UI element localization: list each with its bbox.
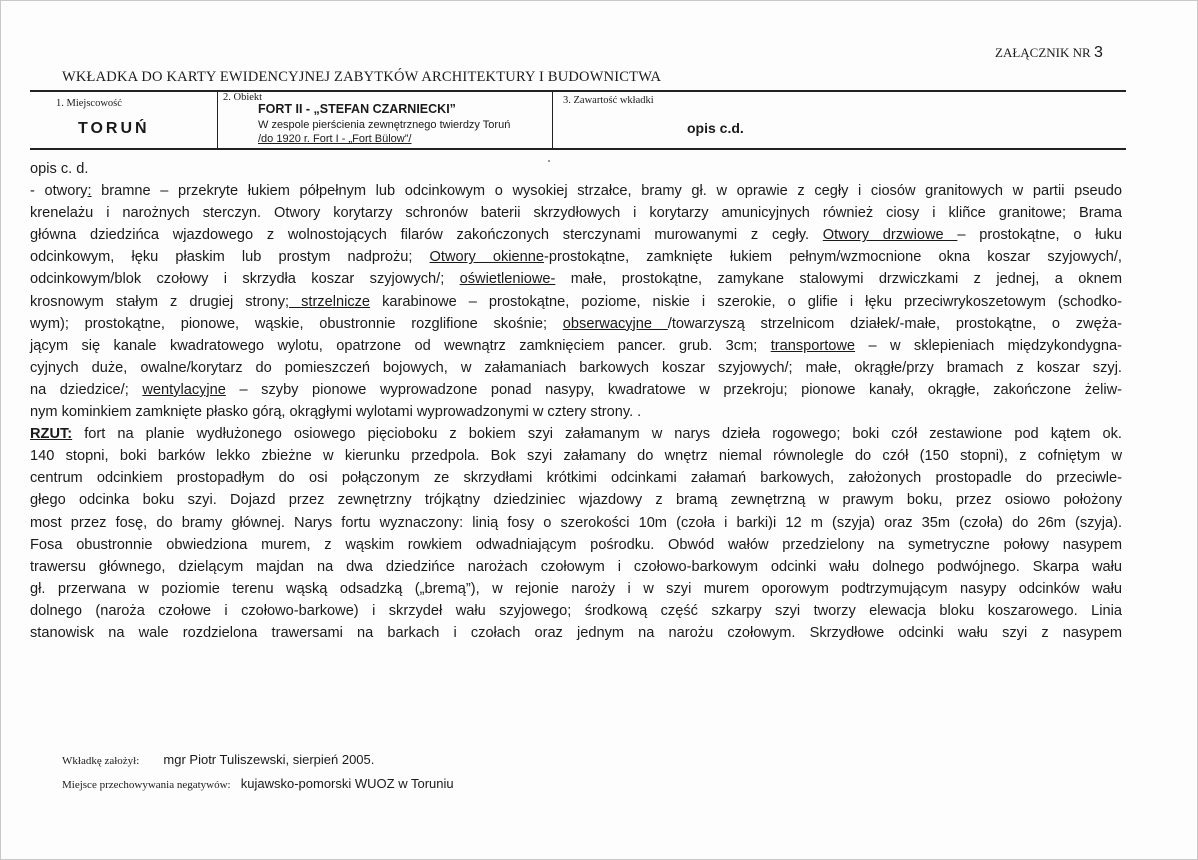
card-title: WKŁADKA DO KARTY EWIDENCYJNEJ ZABYTKÓW ARCHITEKTURY I BUDOWNICTWA xyxy=(62,69,662,85)
body-line xyxy=(30,180,1122,202)
object-subtitle-1: W zespole pierścienia zewnętrznego twierdzy Toruń xyxy=(258,119,511,131)
body-line: stanowisk na wale rozdzielona trawersami na barkach i czołach oraz jednym na narożu czołowym. Skrzydłowe odcinki wału szyi z nasypem xyxy=(30,624,1122,641)
annex-label: ZAŁĄCZNIK NR xyxy=(995,45,1091,60)
body-text-segment: karabinowe – prostokątne, poziome, niskie i szerokie, o glifie i łęku przeciwrykoszetowym (schodko- xyxy=(370,293,1123,310)
underlined-term: : xyxy=(87,183,92,200)
body-text-segment: - otwory xyxy=(30,183,88,200)
underlined-term: RZUT: xyxy=(30,426,73,443)
body-line xyxy=(30,379,1122,401)
body-text-segment: /towarzyszą strzelnicom działek/-małe, prostokątne, o zwęża- xyxy=(667,315,1122,332)
underlined-term: Otwory drzwiowe xyxy=(822,227,958,244)
body-line: nym kominkiem zamknięte płasko górą, okrągłymi wylotami wyprowadzonymi w cztery strony. . xyxy=(30,404,642,421)
body-line xyxy=(30,246,1122,268)
body-line: 140 stopni, boki barków lekko zbieżne w kierunku przedpola. Bok szyi załamany do wnętrz niemal równolegle do czół (150 stopni), z cofniętym w xyxy=(30,448,1122,465)
body-text-segment: krosnowym stałym z drugiej strony xyxy=(30,293,285,310)
body-line: trawersu głównego, dzielącym majdan na dwa dziedzińce narożach czołowym i czołowo-barkowym odcinki wału dolnego podwójnego. Skarpa wału xyxy=(30,558,1122,575)
body-line xyxy=(30,423,1122,445)
underlined-term: oświetleniowe- xyxy=(459,271,556,288)
body-line: dolnego (naroża czołowe i czołowo-barkowe) i skrzydeł wału szyjowego; środkową część szkarpy szyi tworzy elewacja bloku koszarowego. Linia xyxy=(30,602,1122,619)
locality-cell xyxy=(30,92,217,148)
storage-label: Miejsce przechowywania negatywów: xyxy=(62,779,231,791)
body-line xyxy=(30,291,1122,313)
body-text-segment: – szyby pionowe wyprowadzone ponad nasypy, kwadratowe w przekroju; pionowe kanały, okrągłe, zakończone żeliw- xyxy=(225,381,1123,398)
underlined-term: transportowe xyxy=(770,337,856,354)
underlined-term: Otwory okienne xyxy=(429,249,544,266)
underlined-term: wentylacyjne xyxy=(142,381,226,398)
body-line: Fosa obustronnie obwiedziona murem, z wąskim rowkiem odwadniającym pośrodku. Obwód wałów przedzielony na symetryczne połowy nasypem xyxy=(30,536,1122,553)
body-text-segment: – w sklepieniach międzykondygna- xyxy=(855,337,1122,354)
body-text-segment: główna dziedzińca wjazdowego z wolnostojących filarów zakończonych sterczynami murowanymi z cegły. xyxy=(30,227,823,244)
body-line xyxy=(30,224,1122,246)
description-body xyxy=(30,158,1122,644)
body-text-segment: wym); prostokątne, pionowe, wąskie, obustronnie rozglifione skośnie; xyxy=(30,315,563,332)
header-table xyxy=(30,90,1126,150)
locality-label: 1. Miejscowość xyxy=(56,98,122,109)
body-text-segment: odcinkowym/blok czołowy i skrzydła koszar szyjowych/; xyxy=(30,271,460,288)
body-line: most przez fosę, do bramy głównej. Narys fortu wyznaczony: linią fosy o szerokości 10m (czoła i barki)i 12 m (szyja) oraz 35m (czoła) do 26m (szyja). xyxy=(30,514,1122,531)
object-label: 2. Obiekt xyxy=(223,92,263,103)
underlined-term: obserwacyjne xyxy=(562,315,668,332)
contents-cell xyxy=(552,92,1126,148)
contents-label: 3. Zawartość wkładki xyxy=(563,95,654,106)
body-line xyxy=(30,313,1122,335)
object-cell xyxy=(217,92,553,148)
annex-value: 3 xyxy=(1093,44,1103,61)
body-text-segment: fort na planie wydłużonego osiowego pięcioboku z bokiem szyi załamanym w narys dzieła rogowego; boki czół zestawione pod kątem ok. xyxy=(72,426,1122,443)
contents-value: opis c.d. xyxy=(687,120,744,136)
object-subtitle-2: /do 1920 r. Fort I - „Fort Bülow”/ xyxy=(258,133,412,145)
object-name: FORT II - „STEFAN CZARNIECKI” xyxy=(258,102,456,116)
body-line: krenelażu i narożnych sterczyn. Otwory korytarzy schronów baterii skrzydłowych i korytarzy amunicyjnych również ciosy i kliñce granitowe; Brama xyxy=(30,205,1122,222)
body-line xyxy=(30,268,1122,290)
author-value: mgr Piotr Tuliszewski, sierpień 2005. xyxy=(163,752,375,767)
author-label: Wkładkę założył: xyxy=(62,755,140,767)
body-line: głego odcinka boku szyi. Dojazd przez zewnętrzny trójkątny dziedziniec wjazdowy z bramą zewnętrzną w prawym boku, przez osiowo położony xyxy=(30,492,1122,509)
body-line: centrum odcinkiem prostopadłym do osi połączonym ze skrzydłami krótkimi odcinkami załamań barkowych, założonych prostopadle do przeciwle- xyxy=(30,470,1122,487)
body-line: gł. przerwana w poziomie terenu wąską odsadzką („bremą”), w rejonie naroży i w szyi murem oporowym podtrzymującym nasypy odcinków wału xyxy=(30,580,1122,597)
body-text-segment: małe, prostokątne, zamykane stalowymi drzwiczkami z jednej, a oknem xyxy=(555,271,1122,288)
body-line: cyjnych duże, owalne/korytarz do pomieszczeń bojowych, w załamaniach barkowych koszar szyjowych/; małe, okrągłe/przy bramach z koszar szyj. xyxy=(30,359,1122,376)
body-text-segment: – prostokątne, o łuku xyxy=(957,227,1123,244)
body-text-segment: jącym się kanale kwadratowego wylotu, opatrzone od wewnątrz zamknięciem pancer. grub. 3cm; xyxy=(30,337,771,354)
locality-value: TORUŃ xyxy=(78,120,150,137)
storage-value: kujawsko-pomorski WUOZ w Toruniu xyxy=(240,776,454,791)
body-line xyxy=(30,335,1122,357)
annex-number xyxy=(995,44,1103,62)
body-text-segment: -prostokątne, zamknięte łukiem pełnym/wzmocnione okna koszar szyjowych/, xyxy=(544,249,1122,266)
body-text-segment: na dziedzice/; xyxy=(30,381,143,398)
author-row xyxy=(62,752,374,767)
body-text-segment: bramne – przekryte łukiem półpełnym lub odcinkowym o wysokiej strzałce, bramy gł. w oprawie z cegły i ciosów granitowych w partii pseudo xyxy=(91,183,1122,200)
storage-row xyxy=(62,776,454,791)
body-line: opis c. d. xyxy=(30,161,89,177)
body-text-segment: odcinkowym, łęku płaskim lub prostym nadprożu; xyxy=(30,249,430,266)
underlined-term: ; strzelnicze xyxy=(285,293,371,310)
